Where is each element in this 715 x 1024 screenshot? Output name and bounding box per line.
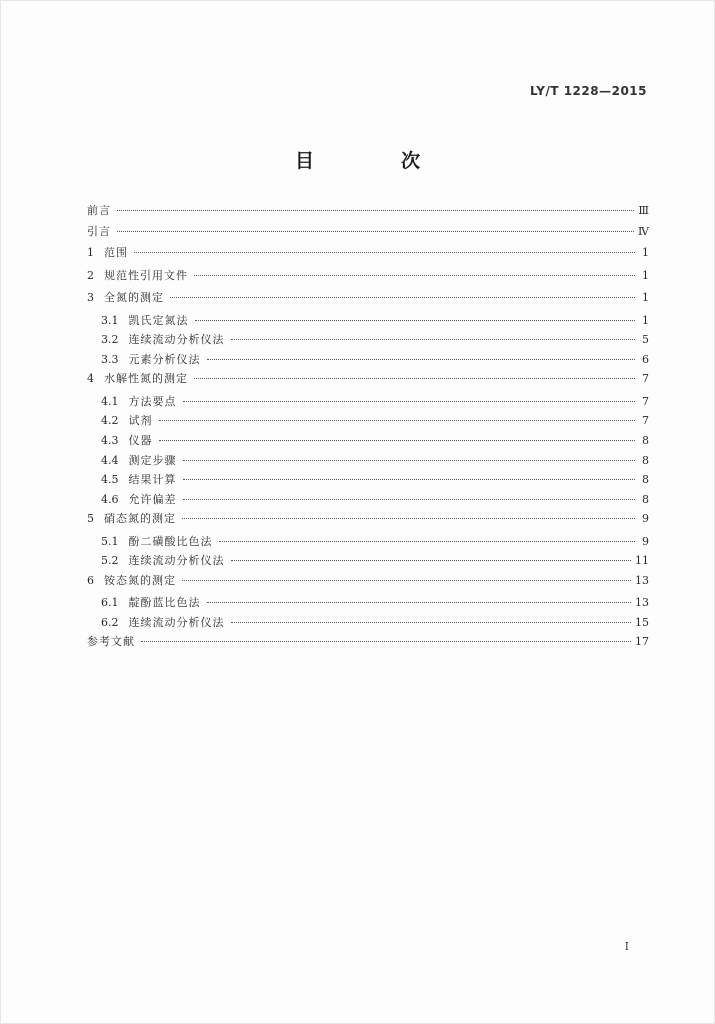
- toc-entry-number: 3: [87, 291, 94, 305]
- toc-entry-label: 凯氏定氮法: [128, 313, 189, 327]
- toc-entry[interactable]: [87, 510, 649, 532]
- toc-entry[interactable]: [87, 331, 649, 351]
- toc-entry-page: 1: [642, 246, 649, 260]
- dot-leader: [231, 559, 632, 561]
- dot-leader: [134, 251, 635, 253]
- toc-entry-page: 1: [642, 313, 649, 327]
- toc-entry-label: 试剂: [128, 414, 153, 428]
- toc-entry-number: 6.2: [101, 615, 119, 629]
- toc-entry-number: 1: [87, 246, 94, 260]
- dot-leader: [219, 540, 636, 542]
- toc-entry-label: 靛酚蓝比色法: [128, 596, 201, 610]
- standard-code: LY/T 1228—2015: [529, 84, 647, 98]
- toc-entry-page: 8: [642, 453, 649, 467]
- toc-entry-number: 6.1: [101, 596, 119, 610]
- toc-entry[interactable]: [87, 572, 649, 594]
- dot-leader: [159, 419, 636, 421]
- dot-leader: [159, 439, 636, 441]
- table-of-contents: [87, 202, 649, 655]
- toc-entry-page: 15: [635, 615, 649, 629]
- toc-entry-label: 酚二磺酸比色法: [128, 534, 213, 548]
- toc-entry-page: 8: [642, 473, 649, 487]
- toc-entry-page: 13: [635, 596, 649, 610]
- toc-entry-label: 仪器: [128, 433, 153, 447]
- dot-leader: [141, 640, 631, 642]
- toc-entry-label: 结果计算: [128, 473, 177, 487]
- toc-entry-page: Ⅲ: [638, 204, 649, 217]
- toc-entry-label: 允许偏差: [128, 492, 177, 506]
- dot-leader: [183, 478, 636, 480]
- toc-entry-number: 4.2: [101, 414, 119, 428]
- dot-leader: [231, 621, 632, 623]
- toc-entry-page: 7: [642, 372, 649, 386]
- toc-entry-number: 5.2: [101, 554, 119, 568]
- toc-entry-number: 3.1: [101, 313, 119, 327]
- toc-entry[interactable]: [87, 594, 649, 614]
- toc-entry-page: 8: [642, 433, 649, 447]
- toc-entry-label: 引言: [87, 225, 111, 239]
- toc-entry[interactable]: [87, 244, 649, 266]
- toc-entry-page: 11: [635, 554, 649, 568]
- toc-entry-page: 7: [642, 414, 649, 428]
- toc-entry-label: 前言: [87, 204, 111, 217]
- dot-leader: [194, 377, 635, 379]
- toc-entry-number: 6: [87, 573, 94, 587]
- toc-entry[interactable]: [87, 452, 649, 472]
- toc-entry-label: 范围: [104, 246, 128, 260]
- toc-entry[interactable]: [87, 552, 649, 572]
- toc-entry-page: 9: [642, 512, 649, 526]
- toc-entry-page: 7: [642, 394, 649, 408]
- toc-entry-number: 4.5: [101, 473, 119, 487]
- dot-leader: [170, 296, 635, 298]
- dot-leader: [117, 209, 634, 211]
- toc-entry[interactable]: [87, 393, 649, 413]
- toc-entry[interactable]: [87, 614, 649, 634]
- toc-entry-label: 铵态氮的测定: [104, 573, 176, 587]
- dot-leader: [183, 400, 636, 402]
- toc-entry-number: 5.1: [101, 534, 119, 548]
- toc-entry-page: 1: [642, 291, 649, 305]
- toc-entry-page: 17: [635, 635, 649, 649]
- dot-leader: [183, 459, 636, 461]
- dot-leader: [183, 498, 636, 500]
- toc-entry-label: 测定步骤: [128, 453, 177, 467]
- toc-entry-label: 水解性氮的测定: [104, 372, 188, 386]
- toc-entry[interactable]: [87, 312, 649, 332]
- toc-entry-number: 3.2: [101, 333, 119, 347]
- toc-entry-number: 4.3: [101, 433, 119, 447]
- toc-entry[interactable]: [87, 491, 649, 511]
- toc-entry[interactable]: [87, 267, 649, 289]
- dot-leader: [182, 579, 631, 581]
- toc-entry-label: 全氮的测定: [104, 291, 164, 305]
- toc-entry[interactable]: [87, 471, 649, 491]
- dot-leader: [194, 274, 635, 276]
- toc-entry-page: 6: [642, 352, 649, 366]
- toc-entry-number: 4.4: [101, 453, 119, 467]
- toc-entry-page: 8: [642, 492, 649, 506]
- toc-entry-label: 方法要点: [128, 394, 177, 408]
- toc-entry-number: 4.1: [101, 394, 119, 408]
- toc-entry[interactable]: [87, 351, 649, 371]
- toc-entry[interactable]: [87, 223, 649, 244]
- toc-title: 目 次: [294, 150, 454, 172]
- toc-entry-page: 9: [642, 534, 649, 548]
- toc-entry-label: 硝态氮的测定: [104, 512, 176, 526]
- toc-entry-label: 规范性引用文件: [104, 268, 188, 282]
- toc-entry[interactable]: [87, 533, 649, 553]
- dot-leader: [182, 517, 635, 519]
- toc-entry[interactable]: [87, 370, 649, 392]
- toc-entry[interactable]: [87, 289, 649, 311]
- toc-entry[interactable]: [87, 202, 649, 223]
- toc-entry[interactable]: [87, 432, 649, 452]
- toc-entry-label: 连续流动分析仪法: [128, 333, 225, 347]
- toc-entry-number: 2: [87, 268, 94, 282]
- toc-entry-page: 1: [642, 268, 649, 282]
- toc-entry-number: 3.3: [101, 352, 119, 366]
- toc-entry-page: Ⅳ: [638, 225, 649, 239]
- toc-entry-page: 13: [635, 573, 649, 587]
- toc-entry-number: 5: [87, 512, 94, 526]
- dot-leader: [231, 338, 636, 340]
- toc-entry-label: 参考文献: [87, 635, 135, 649]
- toc-entry-label: 元素分析仪法: [128, 352, 201, 366]
- dot-leader: [195, 319, 636, 321]
- toc-entry[interactable]: [87, 633, 649, 654]
- dot-leader: [117, 230, 634, 232]
- dot-leader: [207, 601, 632, 603]
- toc-entry-label: 连续流动分析仪法: [128, 554, 225, 568]
- dot-leader: [207, 358, 636, 360]
- toc-entry-number: 4.6: [101, 492, 119, 506]
- toc-entry-number: 4: [87, 372, 94, 386]
- toc-entry[interactable]: [87, 412, 649, 432]
- toc-entry-label: 连续流动分析仪法: [128, 615, 225, 629]
- toc-entry-page: 5: [642, 333, 649, 347]
- page-number: I: [624, 940, 629, 953]
